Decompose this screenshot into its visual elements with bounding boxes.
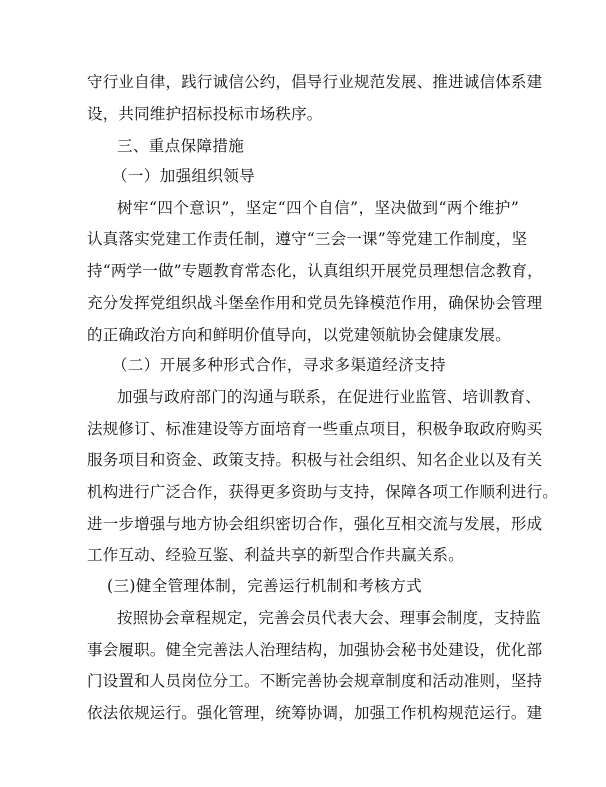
paragraph-line: 守行业自律，践行诚信公约，倡导行业规范发展、推进诚信体系建 xyxy=(87,73,543,91)
subsection-heading: (三)健全管理体制，完善运行机制和考核方式 xyxy=(107,577,422,595)
paragraph-line: 设，共同维护招标投标市场秩序。 xyxy=(87,105,323,123)
paragraph-line: 机构进行广泛合作，获得更多资助与支持，保障各项工作顺利进行。 xyxy=(87,483,559,501)
paragraph-line: 按照协会章程规定，完善会员代表大会、理事会制度，支持监 xyxy=(117,609,541,627)
subsection-heading: （一）加强组织领导 xyxy=(112,167,256,185)
paragraph-line: 门设置和人员岗位分工。不断完善协会规章制度和活动准则，坚持 xyxy=(87,672,543,690)
paragraph-line: 服务项目和资金、政策支持。积极与社会组织、知名企业以及有关 xyxy=(87,451,543,469)
paragraph-line: 持“两学一做”专题教育常态化，认真组织开展党员理想信念教育， xyxy=(87,262,543,280)
paragraph-line: 的正确政治方向和鲜明价值导向，以党建领航协会健康发展。 xyxy=(87,326,511,344)
paragraph-line: 依法依规运行。强化管理，统筹协调，加强工作机构规范运行。建 xyxy=(87,704,543,722)
paragraph-line: 工作互动、经验互鉴、利益共享的新型合作共赢关系。 xyxy=(87,546,464,564)
paragraph-line: 充分发挥党组织战斗堡垒作用和党员先锋模范作用，确保协会管理 xyxy=(87,294,543,312)
paragraph-line: 进一步增强与地方协会组织密切合作，强化互相交流与发展，形成 xyxy=(87,515,543,533)
paragraph-line: 法规修订、标准建设等方面培育一些重点项目，积极争取政府购买 xyxy=(87,420,543,438)
subsection-heading: （二）开展多种形式合作，寻求多渠道经济支持 xyxy=(112,356,446,374)
paragraph-line: 认真落实党建工作责任制，遵守“三会一课”等党建工作制度，坚 xyxy=(87,230,528,248)
paragraph-line: 事会履职。健全完善法人治理结构，加强协会秘书处建设，优化部 xyxy=(87,641,543,659)
section-heading: 三、重点保障措施 xyxy=(117,137,245,155)
paragraph-line: 加强与政府部门的沟通与联系，在促进行业监管、培训教育、 xyxy=(117,388,541,406)
paragraph-line: 树牢“四个意识”，坚定“四个自信”，坚决做到“两个维护” xyxy=(117,199,519,217)
